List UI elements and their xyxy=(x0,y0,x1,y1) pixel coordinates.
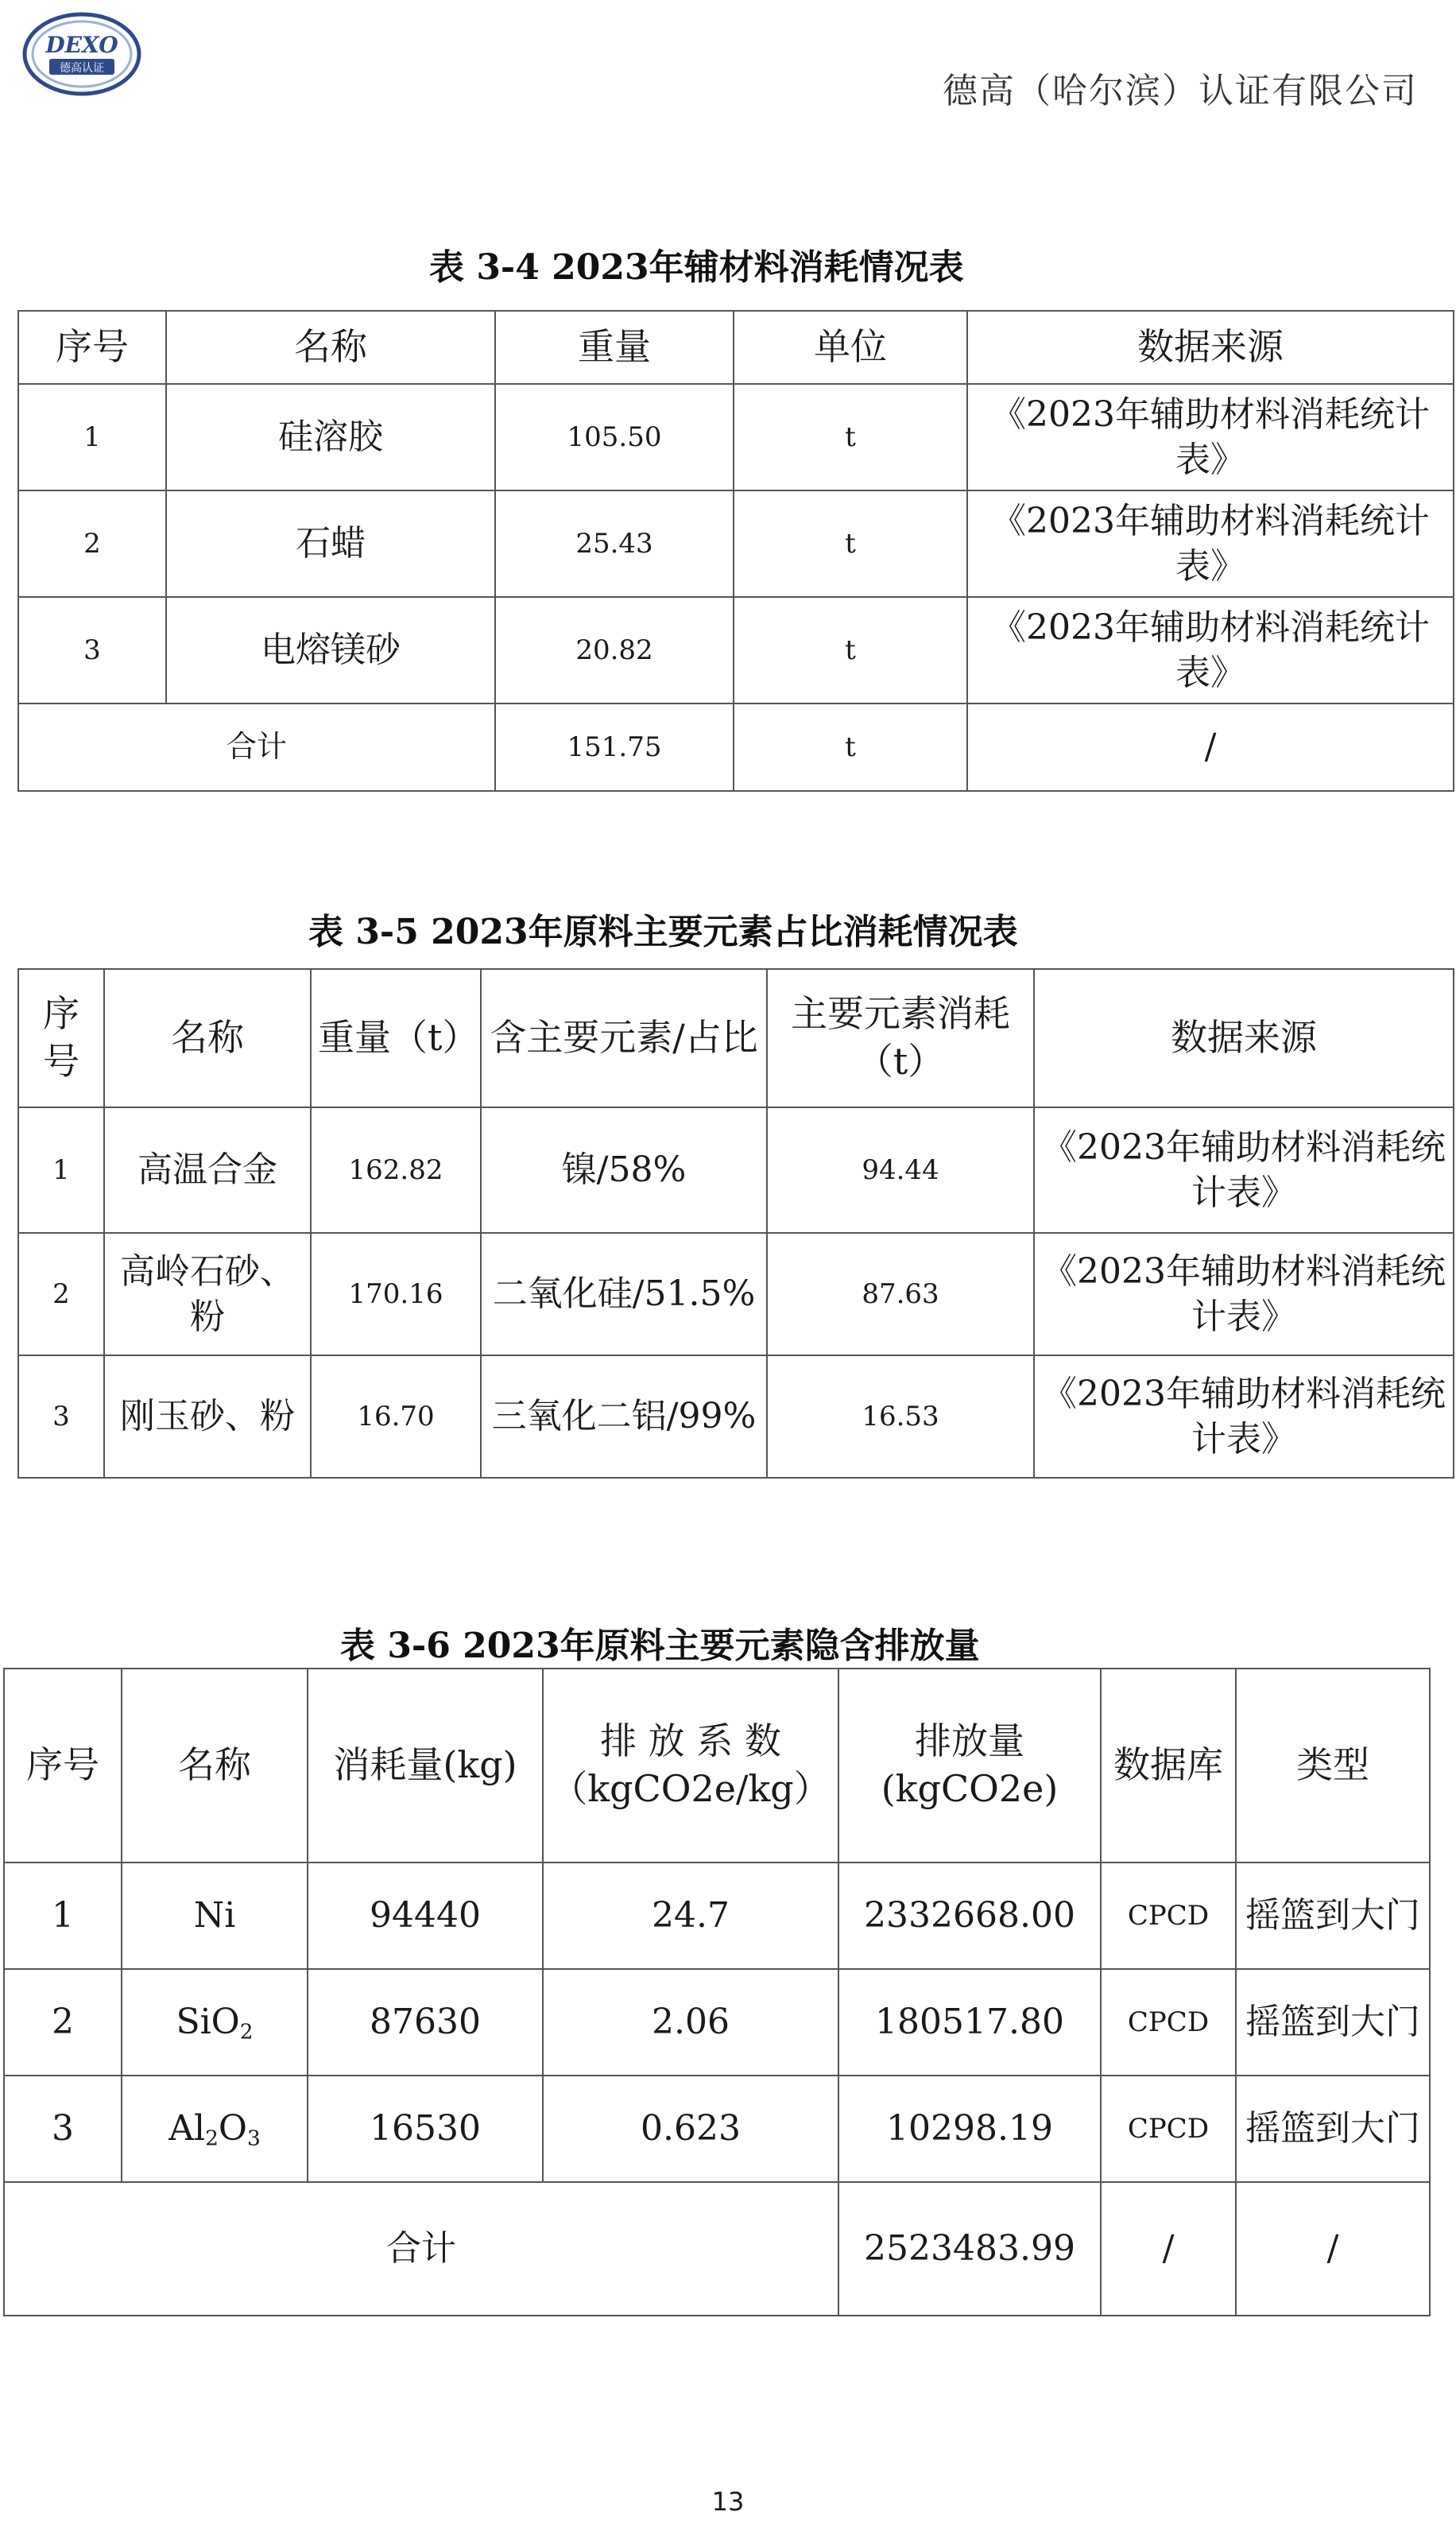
weight-value: 20.82 xyxy=(495,597,734,704)
table-3-4-caption: 表 3-4 2023年辅材料消耗情况表 xyxy=(429,247,964,288)
element-symbol: Al xyxy=(168,2107,206,2149)
weight-value: 105.50 xyxy=(495,384,734,490)
total-emission: 2523483.99 xyxy=(838,2182,1101,2316)
type-value: 摇篮到大门 xyxy=(1236,1862,1430,1969)
header-cell: 序号 xyxy=(18,311,166,384)
row-number: 2 xyxy=(18,1233,104,1355)
factor-value: 0.623 xyxy=(543,2076,838,2182)
total-label: 合计 xyxy=(18,704,495,791)
factor-value: 24.7 xyxy=(543,1862,838,1969)
amount-value: 94440 xyxy=(308,1862,543,1969)
data-source: 《2023年辅助材料消耗统计表》 xyxy=(967,384,1454,490)
data-source: 《2023年辅助材料消耗统计表》 xyxy=(967,597,1454,704)
total-source: / xyxy=(967,704,1454,791)
database-value: CPCD xyxy=(1101,2076,1236,2182)
element-consumption: 16.53 xyxy=(767,1355,1034,1478)
row-number: 2 xyxy=(18,490,166,597)
table-3-5 xyxy=(17,968,1454,1479)
header-cell: 名称 xyxy=(122,1669,308,1862)
table-3-5-caption: 表 3-5 2023年原料主要元素占比消耗情况表 xyxy=(308,912,1018,952)
total-row xyxy=(18,704,1454,791)
material-name: 刚玉砂、粉 xyxy=(104,1355,311,1478)
material-name: 高岭石砂、粉 xyxy=(104,1233,311,1355)
total-type: / xyxy=(1236,2182,1430,2316)
table-row xyxy=(18,490,1454,597)
emission-value: 10298.19 xyxy=(838,2076,1101,2182)
row-number: 2 xyxy=(4,1969,122,2076)
element-symbol: O xyxy=(218,2107,247,2149)
subscript: 2 xyxy=(239,2019,254,2045)
table-row xyxy=(4,1862,1430,1969)
weight-value: 162.82 xyxy=(311,1107,481,1233)
header-cell: 名称 xyxy=(166,311,495,384)
element-name xyxy=(122,2076,308,2182)
amount-value: 16530 xyxy=(308,2076,543,2182)
table-3-6 xyxy=(3,1668,1431,2316)
total-unit: t xyxy=(734,704,967,791)
weight-value: 16.70 xyxy=(311,1355,481,1478)
database-value: CPCD xyxy=(1101,1862,1236,1969)
header-cell: 类型 xyxy=(1236,1669,1430,1862)
row-number: 1 xyxy=(18,384,166,490)
table-row xyxy=(18,597,1454,704)
subscript: 3 xyxy=(246,2126,261,2151)
company-logo xyxy=(22,11,141,97)
element-ratio: 三氧化二铝/99% xyxy=(481,1355,767,1478)
type-value: 摇篮到大门 xyxy=(1236,1969,1430,2076)
material-name: 高温合金 xyxy=(104,1107,311,1233)
weight-value: 170.16 xyxy=(311,1233,481,1355)
table-row xyxy=(18,1107,1454,1233)
element-consumption: 87.63 xyxy=(767,1233,1034,1355)
header-cell: 序号 xyxy=(18,969,104,1107)
svg-text:DEXO: DEXO xyxy=(45,32,118,58)
element-ratio: 二氧化硅/51.5% xyxy=(481,1233,767,1355)
data-source: 《2023年辅助材料消耗统计表》 xyxy=(1034,1233,1454,1355)
header-cell: 重量（t） xyxy=(311,969,481,1107)
element-consumption: 94.44 xyxy=(767,1107,1034,1233)
table-header-row xyxy=(4,1669,1430,1862)
header-cell: 排放量(kgCO2e) xyxy=(838,1669,1101,1862)
total-row xyxy=(4,2182,1430,2316)
row-number: 1 xyxy=(4,1862,122,1969)
unit-value: t xyxy=(734,597,967,704)
header-cell: 数据来源 xyxy=(967,311,1454,384)
table-row xyxy=(18,1355,1454,1478)
weight-value: 25.43 xyxy=(495,490,734,597)
unit-value: t xyxy=(734,490,967,597)
page-number: 13 xyxy=(711,2487,745,2517)
material-name: 电熔镁砂 xyxy=(166,597,495,704)
total-weight: 151.75 xyxy=(495,704,734,791)
element-symbol: SiO xyxy=(176,2001,240,2042)
header-cell: 排 放 系 数（kgCO2e/kg） xyxy=(543,1669,838,1862)
data-source: 《2023年辅助材料消耗统计表》 xyxy=(1034,1355,1454,1478)
table-row xyxy=(18,1233,1454,1355)
total-database: / xyxy=(1101,2182,1236,2316)
table-header-row xyxy=(18,969,1454,1107)
amount-value: 87630 xyxy=(308,1969,543,2076)
total-label: 合计 xyxy=(4,2182,838,2316)
element-name xyxy=(122,1862,308,1969)
row-number: 1 xyxy=(18,1107,104,1233)
emission-value: 2332668.00 xyxy=(838,1862,1101,1969)
table-row xyxy=(18,384,1454,490)
table-3-6-caption: 表 3-6 2023年原料主要元素隐含排放量 xyxy=(340,1626,980,1666)
material-name: 石蜡 xyxy=(166,490,495,597)
header-cell: 数据库 xyxy=(1101,1669,1236,1862)
database-value: CPCD xyxy=(1101,1969,1236,2076)
type-value: 摇篮到大门 xyxy=(1236,2076,1430,2182)
data-source: 《2023年辅助材料消耗统计表》 xyxy=(1034,1107,1454,1233)
material-name: 硅溶胶 xyxy=(166,384,495,490)
data-source: 《2023年辅助材料消耗统计表》 xyxy=(967,490,1454,597)
header-cell: 名称 xyxy=(104,969,311,1107)
element-symbol: Ni xyxy=(193,1895,236,1936)
emission-value: 180517.80 xyxy=(838,1969,1101,2076)
table-3-4 xyxy=(17,310,1454,792)
table-header-row xyxy=(18,311,1454,384)
factor-value: 2.06 xyxy=(543,1969,838,2076)
svg-text:德高认证: 德高认证 xyxy=(60,62,104,75)
header-cell: 重量 xyxy=(495,311,734,384)
row-number: 3 xyxy=(18,597,166,704)
subscript: 2 xyxy=(205,2126,219,2151)
table-row xyxy=(4,2076,1430,2182)
element-ratio: 镍/58% xyxy=(481,1107,767,1233)
header-cell: 含主要元素/占比 xyxy=(481,969,767,1107)
header-cell: 单位 xyxy=(734,311,967,384)
row-number: 3 xyxy=(18,1355,104,1478)
table-row xyxy=(4,1969,1430,2076)
header-cell: 序号 xyxy=(4,1669,122,1862)
header-cell: 消耗量(kg) xyxy=(308,1669,543,1862)
unit-value: t xyxy=(734,384,967,490)
header-cell: 数据来源 xyxy=(1034,969,1454,1107)
row-number: 3 xyxy=(4,2076,122,2182)
element-name xyxy=(122,1969,308,2076)
header-cell: 主要元素消耗（t） xyxy=(767,969,1034,1107)
company-name: 德高（哈尔滨）认证有限公司 xyxy=(943,71,1418,111)
